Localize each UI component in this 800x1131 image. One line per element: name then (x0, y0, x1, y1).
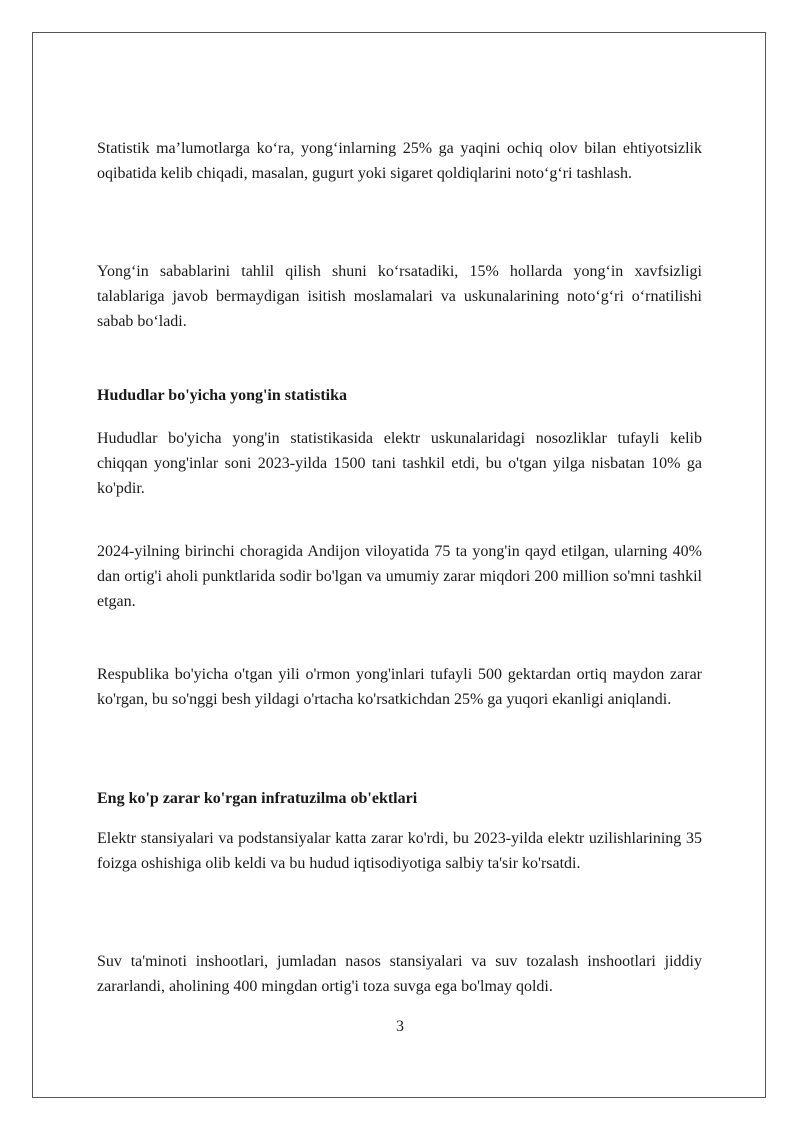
paragraph: 2024-yilning birinchi choragida Andijon viloyatida 75 ta yong'in qayd etilgan, ularning 40% dan ortig'i aholi punktlarida sodir bo'lgan va umumiy zarar miqdori 200 million so'mni tashkil etgan. (97, 543, 702, 610)
paragraph: Respublika bo'yicha o'tgan yili o'rmon yong'inlari tufayli 500 gektardan ortiq maydon zarar ko'rgan, bu so'nggi besh yildagi o'rtacha ko'rsatkichdan 25% ga yuqori ekanligi aniqlandi. (97, 666, 702, 708)
section-heading: Hududlar bo'yicha yong'in statistika (97, 387, 347, 404)
paragraph: Yong‘in sabablarini tahlil qilish shuni ko‘rsatadiki, 15% hollarda yong‘in xavfsizligi talablariga javob bermaydigan isitish moslamalari va uskunalarining noto‘g‘ri o‘rnatilishi sabab bo‘ladi. (97, 263, 702, 330)
paragraph: Statistik ma’lumotlarga ko‘ra, yong‘inlarning 25% ga yaqini ochiq olov bilan ehtiyotsizlik oqibatida kelib chiqadi, masalan, gugurt yoki sigaret qoldiqlarini noto‘g‘ri tashlash. (97, 140, 702, 182)
page-number: 3 (396, 1018, 404, 1035)
section-heading: Eng ko'p zarar ko'rgan infratuzilma ob'ektlari (97, 790, 418, 807)
paragraph: Hududlar bo'yicha yong'in statistikasida elektr uskunalaridagi nosozliklar tufayli kelib chiqqan yong'inlar soni 2023-yilda 1500 tani tashkil etdi, bu o'tgan yilga nisbatan 10% ga ko'pdir. (97, 430, 702, 497)
paragraph: Suv ta'minoti inshootlari, jumladan nasos stansiyalari va suv tozalash inshootlari jiddiy zararlandi, aholining 400 mingdan ortig'i toza suvga ega bo'lmay qoldi. (97, 953, 702, 995)
paragraph: Elektr stansiyalari va podstansiyalar katta zarar ko'rdi, bu 2023-yilda elektr uzilishlarining 35 foizga oshishiga olib keldi va bu hudud iqtisodiyotiga salbiy ta'sir ko'rsatdi. (97, 830, 702, 872)
